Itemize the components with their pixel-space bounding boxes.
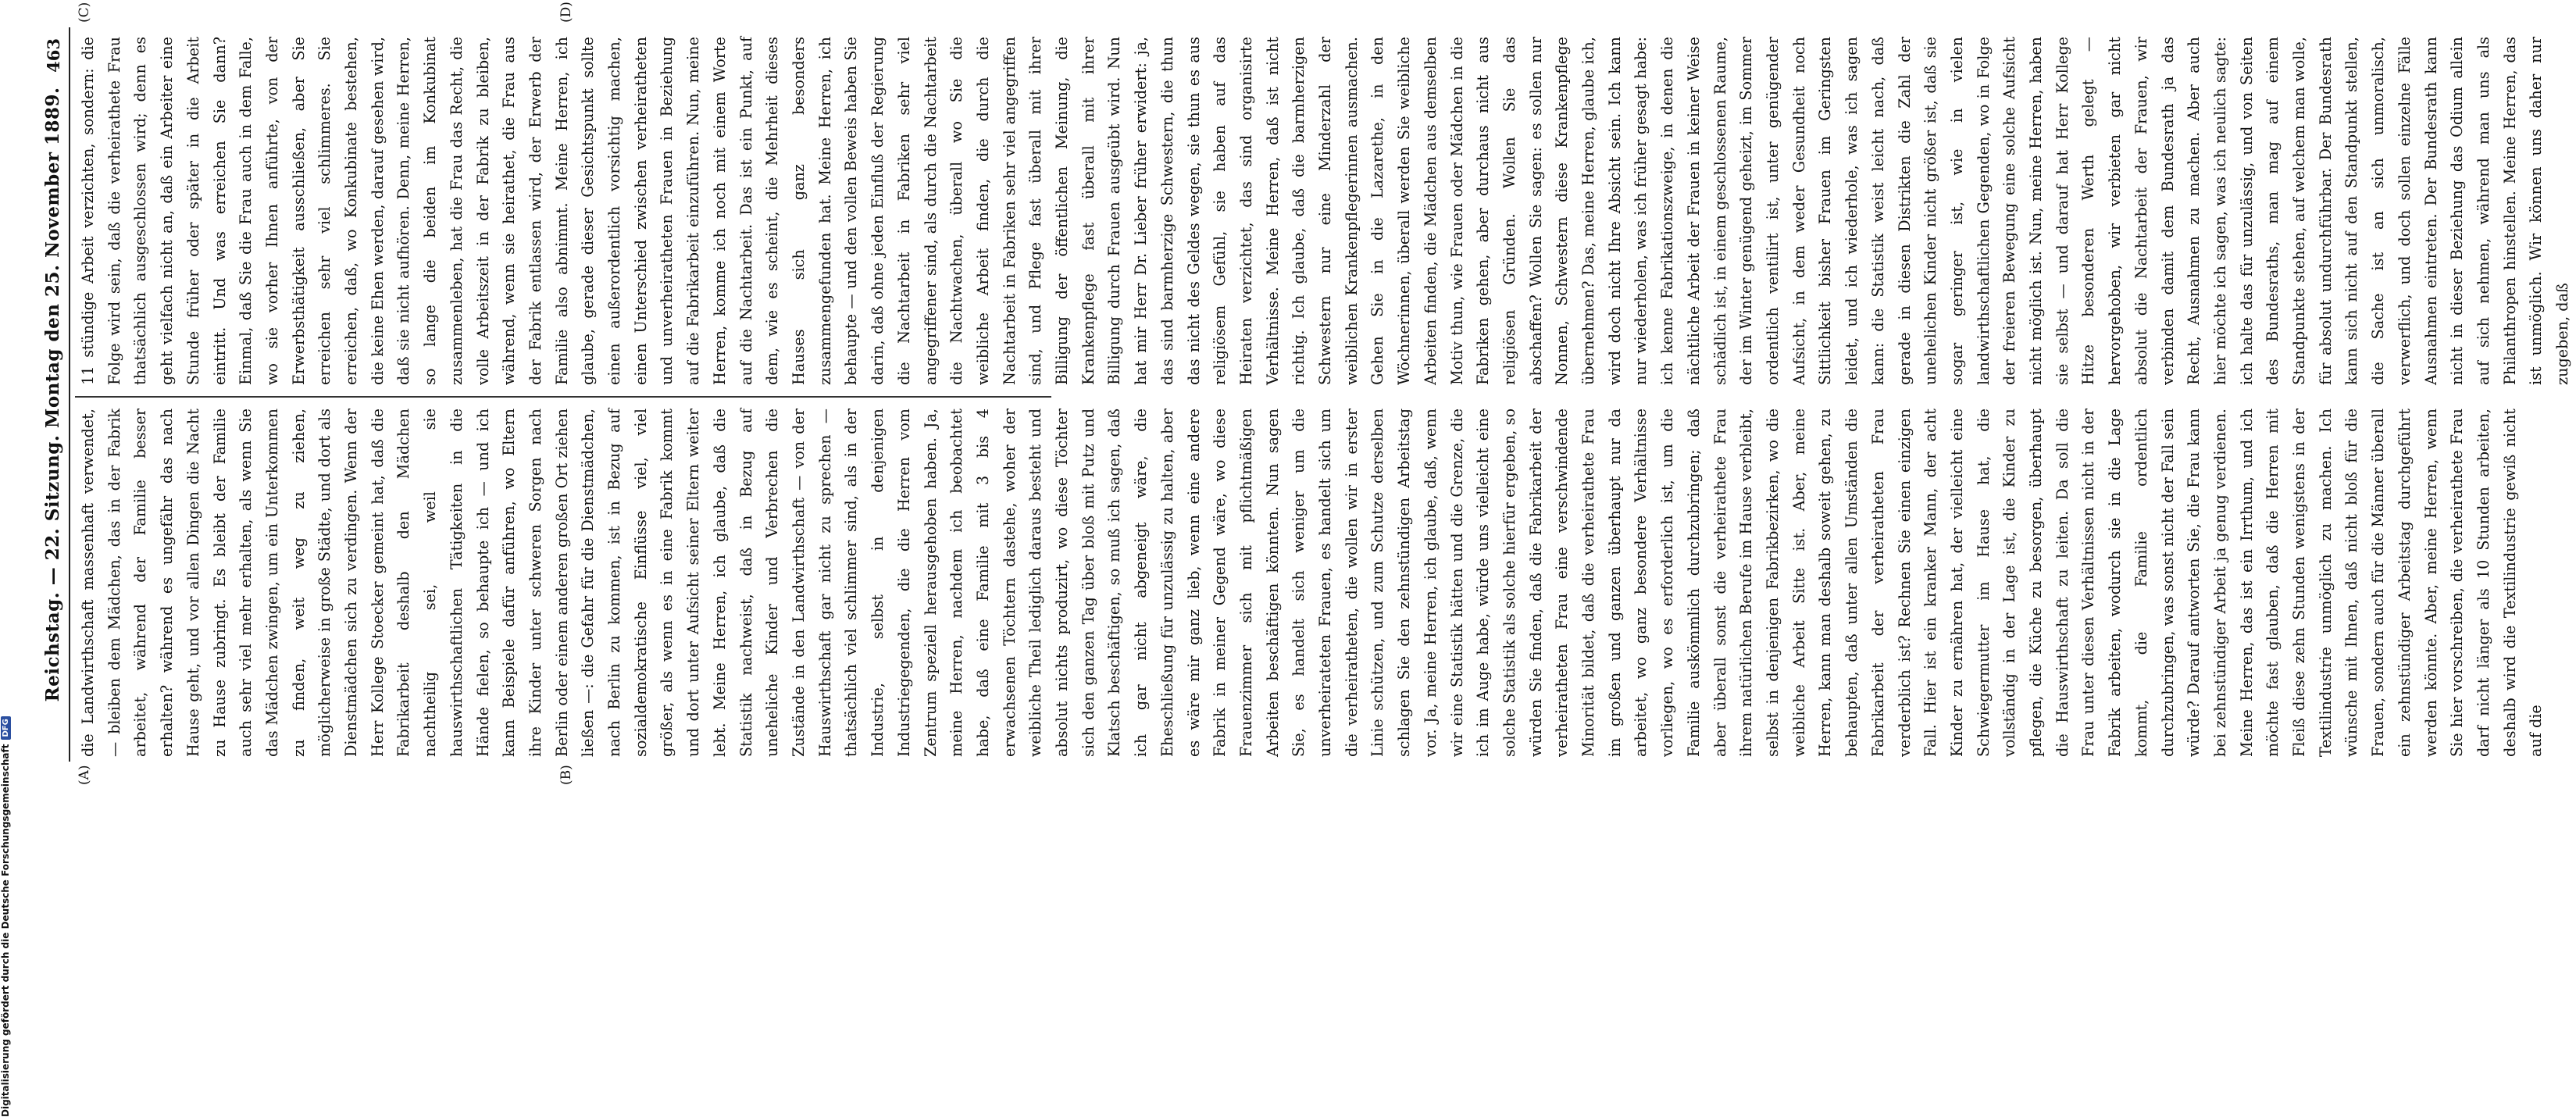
page-header [39, 27, 70, 762]
column-text: 11 stündige Arbeit verzichten, sondern: die Folge wird sein, daß die verheirathete Frau thatsächlich ausgeschlossen wird; denn es geht vielfach nicht an, daß ein Arbeiter eine Stunde früher oder später in die Arbeit eintritt. Und was erreichen Sie dann? Einmal, daß Sie die Frau auch in dem Falle, wo sie vorher Ihnen anführte, von der Erwerbsthätigkeit ausschließen, aber Sie erreichen sehr viel schlimmeres. Sie erreichen, daß, wo Konkubinate bestehen, die keine Ehen werden, darauf gesehen wird, daß sie nicht aufhören. Denn, meine Herren, so lange die beiden im Konkubinat zusammenleben, hat die Frau das Recht, die volle Arbeitszeit in der Fabrik zu bleiben, während, wenn sie heirathet, die Frau aus der Fabrik entlassen wird, der Erwerb der Familie also abnimmt. Meine Herren, ich glaube, gerade dieser Gesichtspunkt sollte einen außerordentlich vorsichtig machen, einen Unterschied zwischen verheiratheten und unverheiratheten Frauen in Beziehung auf die Fabrikarbeit einzuführen. Nun, meine Herren, komme ich noch mit einem Worte auf die Nachtarbeit. Das ist ein Punkt, auf dem, wie es scheint, die Mehrheit dieses Hauses sich ganz besonders zusammengefunden hat. Meine Herren, ich behaupte — und den vollen Beweis haben Sie darin, daß ohne jeden Einfluß der Regierung die Nachtarbeit in Fabriken sehr viel angegriffener sind, als durch die Nachtarbeit die Nachtwachen, überall wo Sie die weibliche Arbeit finden, die durch die Nachtarbeit in Fabriken sehr viel angegriffen sind, und Pflege fast überall mit ihrer Billigung der öffentlichen Meinung, die Krankenpflege fast überall mit ihrer Billigung durch Frauen ausgeübt wird. Nun hat mir Herr Dr. Lieber früher erwidert: ja, das sind barmherzige Schwestern, die thun das nicht des Geldes wegen, sie thun es aus religiösem Gefühl, sie haben auf das Heiraten verzichtet, das sind organisirte Verhältnisse. Meine Herren, daß ist nicht richtig. Ich glaube, daß die barmherzigen Schwestern nur eine Minderzahl der weiblichen Krankenpflegerinnen ausmachen. Gehen Sie in die Lazarethe, in den Wöchnerinnen, überall werden Sie weibliche Arbeiten finden, die Mädchen aus demselben Motiv thun, wie Frauen oder Mädchen in die Fabriken gehen, aber durchaus nicht aus religiösen Gründen. Wollen Sie das abschaffen? Wollen Sie sagen: es sollen nur Nonnen, Schwestern diese Krankenpflege übernehmen? Das, meine Herren, glaube ich, wird doch nicht Ihre Absicht sein. Ich kann nur wiederholen, was ich früher gesagt habe: ich kenne Fabrikationszweige, in denen die nächtliche Arbeit der Frauen in keiner Weise schädlich ist, in einem geschlossenen Raume, der im Winter genügend geheizt, im Sommer ordentlich ventilirt ist, unter genügender Aufsicht, in dem weder Gesundheit noch Sittlichkeit bisher Frauen im Geringsten leidet, und ich wiederhole, was ich sagen kann: die Statistik weist leicht nach, daß gerade in diesen Distrikten die Zahl der unehelichen Kinder nicht größer ist, daß sie sogar geringer ist, wie in vielen landwirthschaftlichen Gegenden, wo in Folge der freieren Bewegung eine solche Aufsicht nicht möglich ist. Nun, meine Herren, haben sie selbst — und darauf hat Herr Kollege Hitze besonderen Werth gelegt — hervorgehoben, wir verbieten gar nicht absolut die Nachtarbeit der Frauen, wir verbinden damit dem Bundesrath ja das Recht, Ausnahmen zu machen. Aber auch hier möchte ich sagen, was ich neulich sagte: ich halte das für unzulässig, und von Seiten des Bundesraths, man mag auf einem Standpunkte stehen, auf welchem man wolle, für absolut undurchführbar. Der Bundesrath kann sich nicht auf den Standpunkt stellen, die Sache ist an sich unmoralisch, verwerflich, und doch sollen einzelne Fälle Ausnahmen eintreten. Der Bundesrath kann nicht in dieser Beziehung das Odium allein auf sich nehmen, während man uns als Philanthropen hinstellen. Meine Herren, das ist unmöglich. Wir können uns daher nur zugeben, daß [79, 37, 2572, 385]
dfg-logo: DFG [1, 716, 11, 739]
margin-marker-c: (C) [77, 2, 92, 23]
margin-marker-a: (A) [77, 765, 92, 785]
margin-marker-b: (B) [558, 765, 574, 785]
column-divider [75, 396, 1051, 398]
credit-text: Digitalisierung gefördert durch die Deutsche Forschungsgemeinschaft [0, 744, 11, 1117]
rotated-page [39, 2, 2572, 785]
page-number: 463 [44, 38, 63, 73]
margin-marker-d: (D) [558, 2, 574, 23]
text-column-left [75, 409, 2546, 757]
digitization-credit [0, 716, 11, 1117]
page-title: Reichstag. — 22. Sitzung. Montag den 25. November 1889. [42, 87, 63, 702]
text-column-right [75, 37, 2572, 385]
column-text: die Landwirthschaft massenhaft verwendet, — bleiben dem Mädchen, das in der Fabrik arbeitet, während der Familie besser erhalten? während es ungefähr das nach Hause geht, und vor allen Dingen die Nacht zu Hause zubringt. Es bleibt der Familie auch sehr viel mehr erhalten, als wenn Sie das Mädchen zwingen, um ein Unterkommen zu finden, weit weg zu ziehen, möglicherweise in große Städte, und dort als Dienstmädchen sich zu verdingen. Wenn der Herr Kollege Stoecker gemeint hat, daß die Fabrikarbeit deshalb den Mädchen nachtheilig sei, weil sie hauswirthschaftlichen Tätigkeiten in die Hände fielen, so behaupte ich — und ich kann Beispiele dafür anführen, wo Eltern ihre Kinder unter schweren Sorgen nach Berlin oder einem anderen großen Ort ziehen ließen —: die Gefahr für die Dienstmädchen, nach Berlin zu kommen, ist in Bezug auf sozialdemokratische Einflüsse viel, viel größer, als wenn es in eine Fabrik kommt und dort unter Aufsicht seiner Eltern weiter lebt. Meine Herren, ich glaube, daß die Statistik nachweist, daß in Bezug auf uneheliche Kinder und Verbrechen die Zustände in den Landwirthschaft — von der Hauswirthschaft gar nicht zu sprechen — thatsächlich viel schlimmer sind, als in der Industrie, selbst in denjenigen Industriegegenden, die die Herren vom Zentrum speziell herausgehoben haben. Ja, meine Herren, nachdem ich beobachtet habe, daß eine Familie mit 3 bis 4 erwachsenen Töchtern dastehe, woher der weibliche Theil lediglich daraus besteht und absolut nichts produzirt, wo diese Töchter sich den ganzen Tag über bloß mit Putz und Klatsch beschäftigen, so muß ich sagen, daß ich gar nicht abgeneigt wäre, die Eheschließung für unzulässig zu halten, aber es wäre mir ganz lieb, wenn eine andere Fabrik in meiner Gegend wäre, wo diese Frauenzimmer sich mit pflichtmäßigen Arbeiten beschäftigen könnten. Nun sagen Sie, es handelt sich weniger um die unverheirateten Frauen, es handelt sich um die verheiratheten, die wollen wir in erster Linie schützen, und zum Schutze derselben schlagen Sie den zehnstündigen Arbeitstag vor. Ja, meine Herren, ich glaube, daß, wenn wir eine Statistik hätten und die Grenze, die ich im Auge habe, würde uns vielleicht eine solche Statistik als solche hierfür ergeben, so würden Sie finden, daß die Fabrikarbeit der verheiratheten Frau eine verschwindende Minorität bildet, daß die verheirathete Frau im großen und ganzen überhaupt nur da arbeitet, wo ganz besondere Verhältnisse vorliegen, wo es erforderlich ist, um die Familie auskömmlich durchzubringen; daß aber überall sonst die verheirathete Frau ihrem natürlichen Berufe im Hause verbleibt, selbst in denjenigen Fabrikbezirken, wo die weibliche Arbeit Sitte ist. Aber, meine Herren, kann man deshalb soweit gehen, zu behaupten, daß unter allen Umständen die Fabrikarbeit der verheiratheten Frau verderblich ist? Rechnen Sie einen einzigen Fall. Hier ist ein kranker Mann, der acht Kinder zu ernähren hat, der vielleicht eine Schwiegermutter im Hause hat, die vollständig in der Lage ist, die Kinder zu pflegen, die Küche zu besorgen, überhaupt die Hauswirthschaft zu leiten. Da soll die Frau unter diesen Verhältnissen nicht in der Fabrik arbeiten, wodurch sie in die Lage kommt, die Familie ordentlich durchzubringen, was sonst nicht der Fall sein würde? Darauf antworten Sie, die Frau kann bei zehnstündiger Arbeit ja genug verdienen. Meine Herren, das ist ein Irrthum, und ich möchte fast glauben, daß die Herren mit Fleiß diese zehn Stunden wenigstens in der Textilindustrie unmöglich zu machen. Ich wünsche mit Ihnen, daß nicht bloß für die Frauen, sondern auch für die Männer überall ein zehnstündiger Arbeitstag durchgeführt werden könnte. Aber, meine Herren, wenn Sie hier vorschreiben, die verheirathete Frau darf nicht länger als 10 Stunden arbeiten, deshalb wird die Textilindustrie gewiß nicht auf die [79, 409, 2546, 757]
